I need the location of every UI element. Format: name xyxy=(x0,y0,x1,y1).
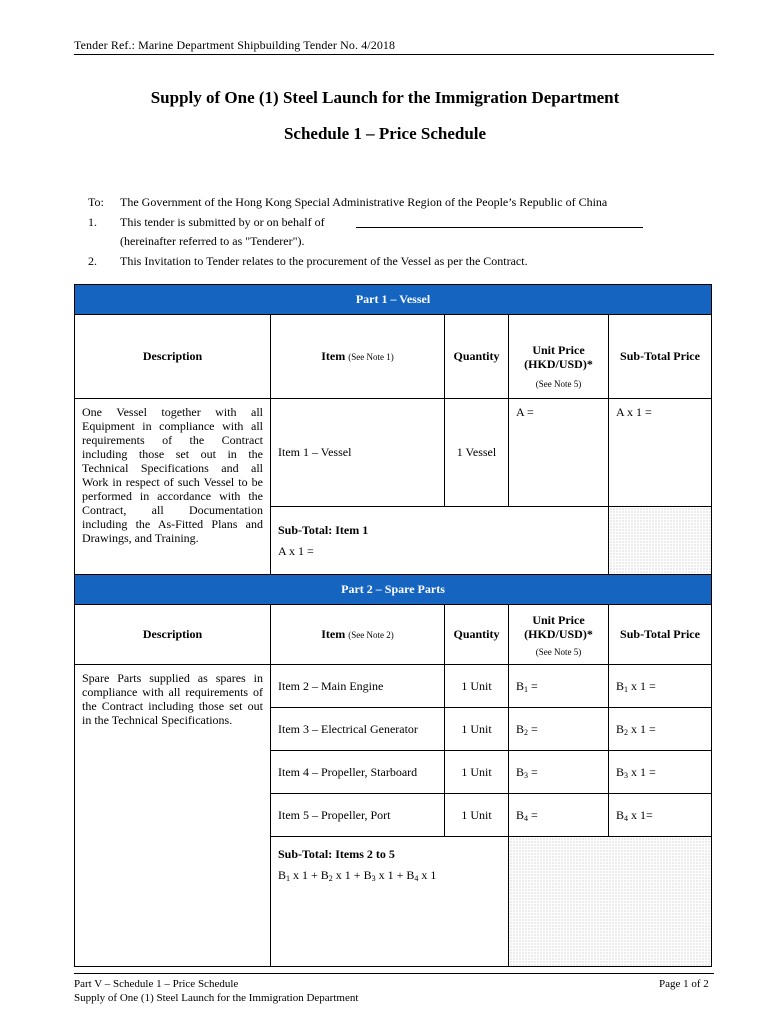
part2-item-row: Item 2 – Main Engine xyxy=(271,665,445,708)
page-number: Page 1 of 2 xyxy=(659,978,709,990)
part2-subtotal-formula[interactable]: $B_1$ x $1 + B_2$ x $1 + B_3$ x $1 + B_4$ x 1 xyxy=(278,868,437,883)
part2-unit-price-input[interactable]: $B_1$ = xyxy=(509,665,609,708)
footer-tender-title: Supply of One (1) Steel Launch for the Immigration Department xyxy=(74,992,359,1004)
part1-unit-price-input[interactable]: A = xyxy=(509,399,609,507)
part2-subtotal-label: Sub-Total: Items 2 to 5 xyxy=(278,847,395,861)
schedule-subtitle: Schedule 1 – Price Schedule xyxy=(283,124,487,143)
part2-unit-price-input[interactable]: $B_3$ = xyxy=(509,751,609,794)
part2-header-band: Part 2 – Spare Parts xyxy=(75,575,712,605)
part2-item-header: Item (See Note 2) xyxy=(271,605,445,665)
part1-quantity: 1 Vessel xyxy=(445,399,509,507)
part2-item-row: Item 3 – Electrical Generator xyxy=(271,708,445,751)
price-schedule-table xyxy=(74,284,712,967)
part2-quantity: 1 Unit xyxy=(445,751,509,794)
part1-quantity-header: Quantity xyxy=(445,315,509,399)
part1-item: Item 1 – Vessel xyxy=(271,399,445,507)
part1-item-header: Item (See Note 1) xyxy=(271,315,445,399)
header-divider xyxy=(74,54,714,55)
part1-header-band: Part 1 – Vessel xyxy=(75,285,712,315)
part2-quantity: 1 Unit xyxy=(445,708,509,751)
part2-item-row: Item 4 – Propeller, Starboard xyxy=(271,751,445,794)
part2-shaded-cell xyxy=(509,837,712,967)
part2-quantity: 1 Unit xyxy=(445,794,509,837)
part2-subtotal-input[interactable]: $B_4$ x 1= xyxy=(609,794,712,837)
part2-subtotal-input[interactable]: $B_1$ x 1 = xyxy=(609,665,712,708)
part2-quantity-header: Quantity xyxy=(445,605,509,665)
part2-description-header: Description xyxy=(75,605,271,665)
part2-subtotal-header: Sub-Total Price xyxy=(609,605,712,665)
footer-divider xyxy=(74,973,714,974)
tender-reference: Tender Ref.: Marine Department Shipbuilding Tender No. 4/2018 xyxy=(74,38,396,52)
part1-description: One Vessel together with all Equipment in compliance with all requirements of the Contract including those set out in the Technical Specifications and all Work in respect of such Vessel to be performed in accordance with the Contract, all Documentation including the As-Fitted Plans and Drawings, and Training. xyxy=(75,399,271,575)
part1-subtotal-header: Sub-Total Price xyxy=(609,315,712,399)
item2-text: This Invitation to Tender relates to the procurement of the Vessel as per the Contract. xyxy=(120,254,528,268)
part2-subtotal-input[interactable]: $B_2$ x 1 = xyxy=(609,708,712,751)
part2-unit-price-header: Unit Price (HKD/USD)* (See Note 5) xyxy=(509,605,609,665)
footer-section-label: Part V – Schedule 1 – Price Schedule xyxy=(74,978,239,990)
item1-number: 1. xyxy=(88,215,97,229)
part2-quantity: 1 Unit xyxy=(445,665,509,708)
part1-shaded-cell xyxy=(609,507,712,575)
item1-text: This tender is submitted by or on behalf of xyxy=(120,215,325,229)
to-text: The Government of the Hong Kong Special Administrative Region of the People’s Republic of China xyxy=(120,195,608,209)
page-title: Supply of One (1) Steel Launch for the Immigration Department xyxy=(150,88,620,107)
part1-subtotal-input[interactable]: A x 1 = xyxy=(609,399,712,507)
tenderer-name-blank xyxy=(356,227,643,228)
part1-subtotal-row xyxy=(271,507,609,575)
item2-number: 2. xyxy=(88,254,97,268)
part1-description-header: Description xyxy=(75,315,271,399)
part2-description: Spare Parts supplied as spares in compliance with all requirements of the Contract including those set out in the Technical Specifications. xyxy=(75,665,271,967)
part2-subtotal-row xyxy=(271,837,509,967)
part1-subtotal-formula[interactable]: A x 1 = xyxy=(278,544,314,558)
part1-subtotal-label: Sub-Total: Item 1 xyxy=(278,523,369,537)
part2-unit-price-input[interactable]: $B_4$ = xyxy=(509,794,609,837)
item1-continuation: (hereinafter referred to as "Tenderer"). xyxy=(120,234,305,248)
part2-item-row: Item 5 – Propeller, Port xyxy=(271,794,445,837)
part2-unit-price-input[interactable]: $B_2$ = xyxy=(509,708,609,751)
part1-unit-price-header: Unit Price (HKD/USD)* (See Note 5) xyxy=(509,315,609,399)
to-label: To: xyxy=(88,195,104,209)
part2-subtotal-input[interactable]: $B_3$ x 1 = xyxy=(609,751,712,794)
